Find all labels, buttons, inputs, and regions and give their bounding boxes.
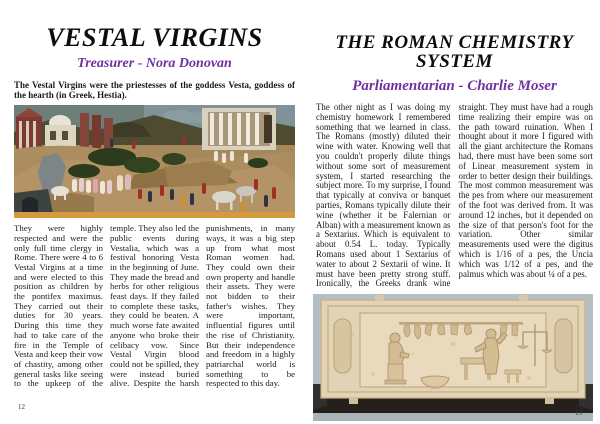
right-article-title: THE ROMAN CHEMISTRY SYSTEM — [335, 32, 574, 72]
right-article-subtitle: Parliamentarian - Charlie Moser — [352, 78, 557, 94]
left-intro-paragraph: The Vestal Virgins were the priestesses of the goddess Vesta, goddess of the hearth (in Greek, Hestia). — [14, 80, 295, 101]
roman-relief-image — [313, 294, 593, 421]
left-article-subtitle: Treasurer - Nora Donovan — [77, 56, 232, 71]
left-page — [14, 0, 295, 389]
right-body-text: The other night as I was doing my chemistry homework I remembered something that we learned in class. The Romans (mostly) diluted their wine with water. Knowing well that you couldn't properly dilute things without some sort of measurement system, I started researching the subject more. To my surprise, I found that typically at conviva or banquet parties, Romans typically dilute their wine (whether it be Falernian or Alban) with a measurement known as a Sextarius. Which is equivalent to about 0.54 L. today. Typically Romans used about 1 Sextarius of water to about 2 Sextarii of wine. It must have been pretty strong stuff. Ironically, the Greeks drank wine straight. They must have had a rough time realizing their empire was on the path toward ruination. When I thought about it more I figured with all the giant architecture the Romans had, there must have been some sort of Linear measurement system in order to better design their buildings. The most common measurement was the pes from where our measurement of the foot was derived from. It was around 12 inches, but it depended on the size of that person's foot for the variation. Other similar measurements used were the digitus which is 1/16 of a pes, the Uncia which was 1/12 of a pes, and the palmus which was about ¼ of a pes. — [316, 102, 593, 289]
right-page-number: 13 — [575, 409, 582, 417]
vestal-painting-image — [14, 105, 295, 218]
left-article-title: VESTAL VIRGINS — [46, 23, 263, 52]
left-body-text: They were highly respected and were the only full time clergy in Rome. There were 4 to 6 Vestal Virgins at a time and were elected to this position as children by the pontifex maximus. They carried out their duties for 30 years. During this time they had to take care of the fire in the Temple of Vesta and keep their vow of chastity, among other general tasks like seeing to the upkeep of the temple. They also led the public events during Vestalia, which was a festival honoring Vesta in the beginning of June. They made the bread and herbs for other religious feast days. If they failed to complete these tasks, they could be beaten. A much worse fate awaited anyone who broke their celibacy vow. Since Vestal Virgin blood could not be spilled, they were instead buried alive. Despite the harsh punishments, in many ways, it was a big step up from what most Roman women had. They could own their own property and handle their assets. They were not bidden to their father's wishes. They were important, influential figures until the rise of Christianity. But their independence and freedom in a highly patriarchal world is something to be respected to this day. — [14, 223, 295, 389]
right-page — [316, 0, 593, 421]
left-page-number: 12 — [18, 403, 25, 411]
